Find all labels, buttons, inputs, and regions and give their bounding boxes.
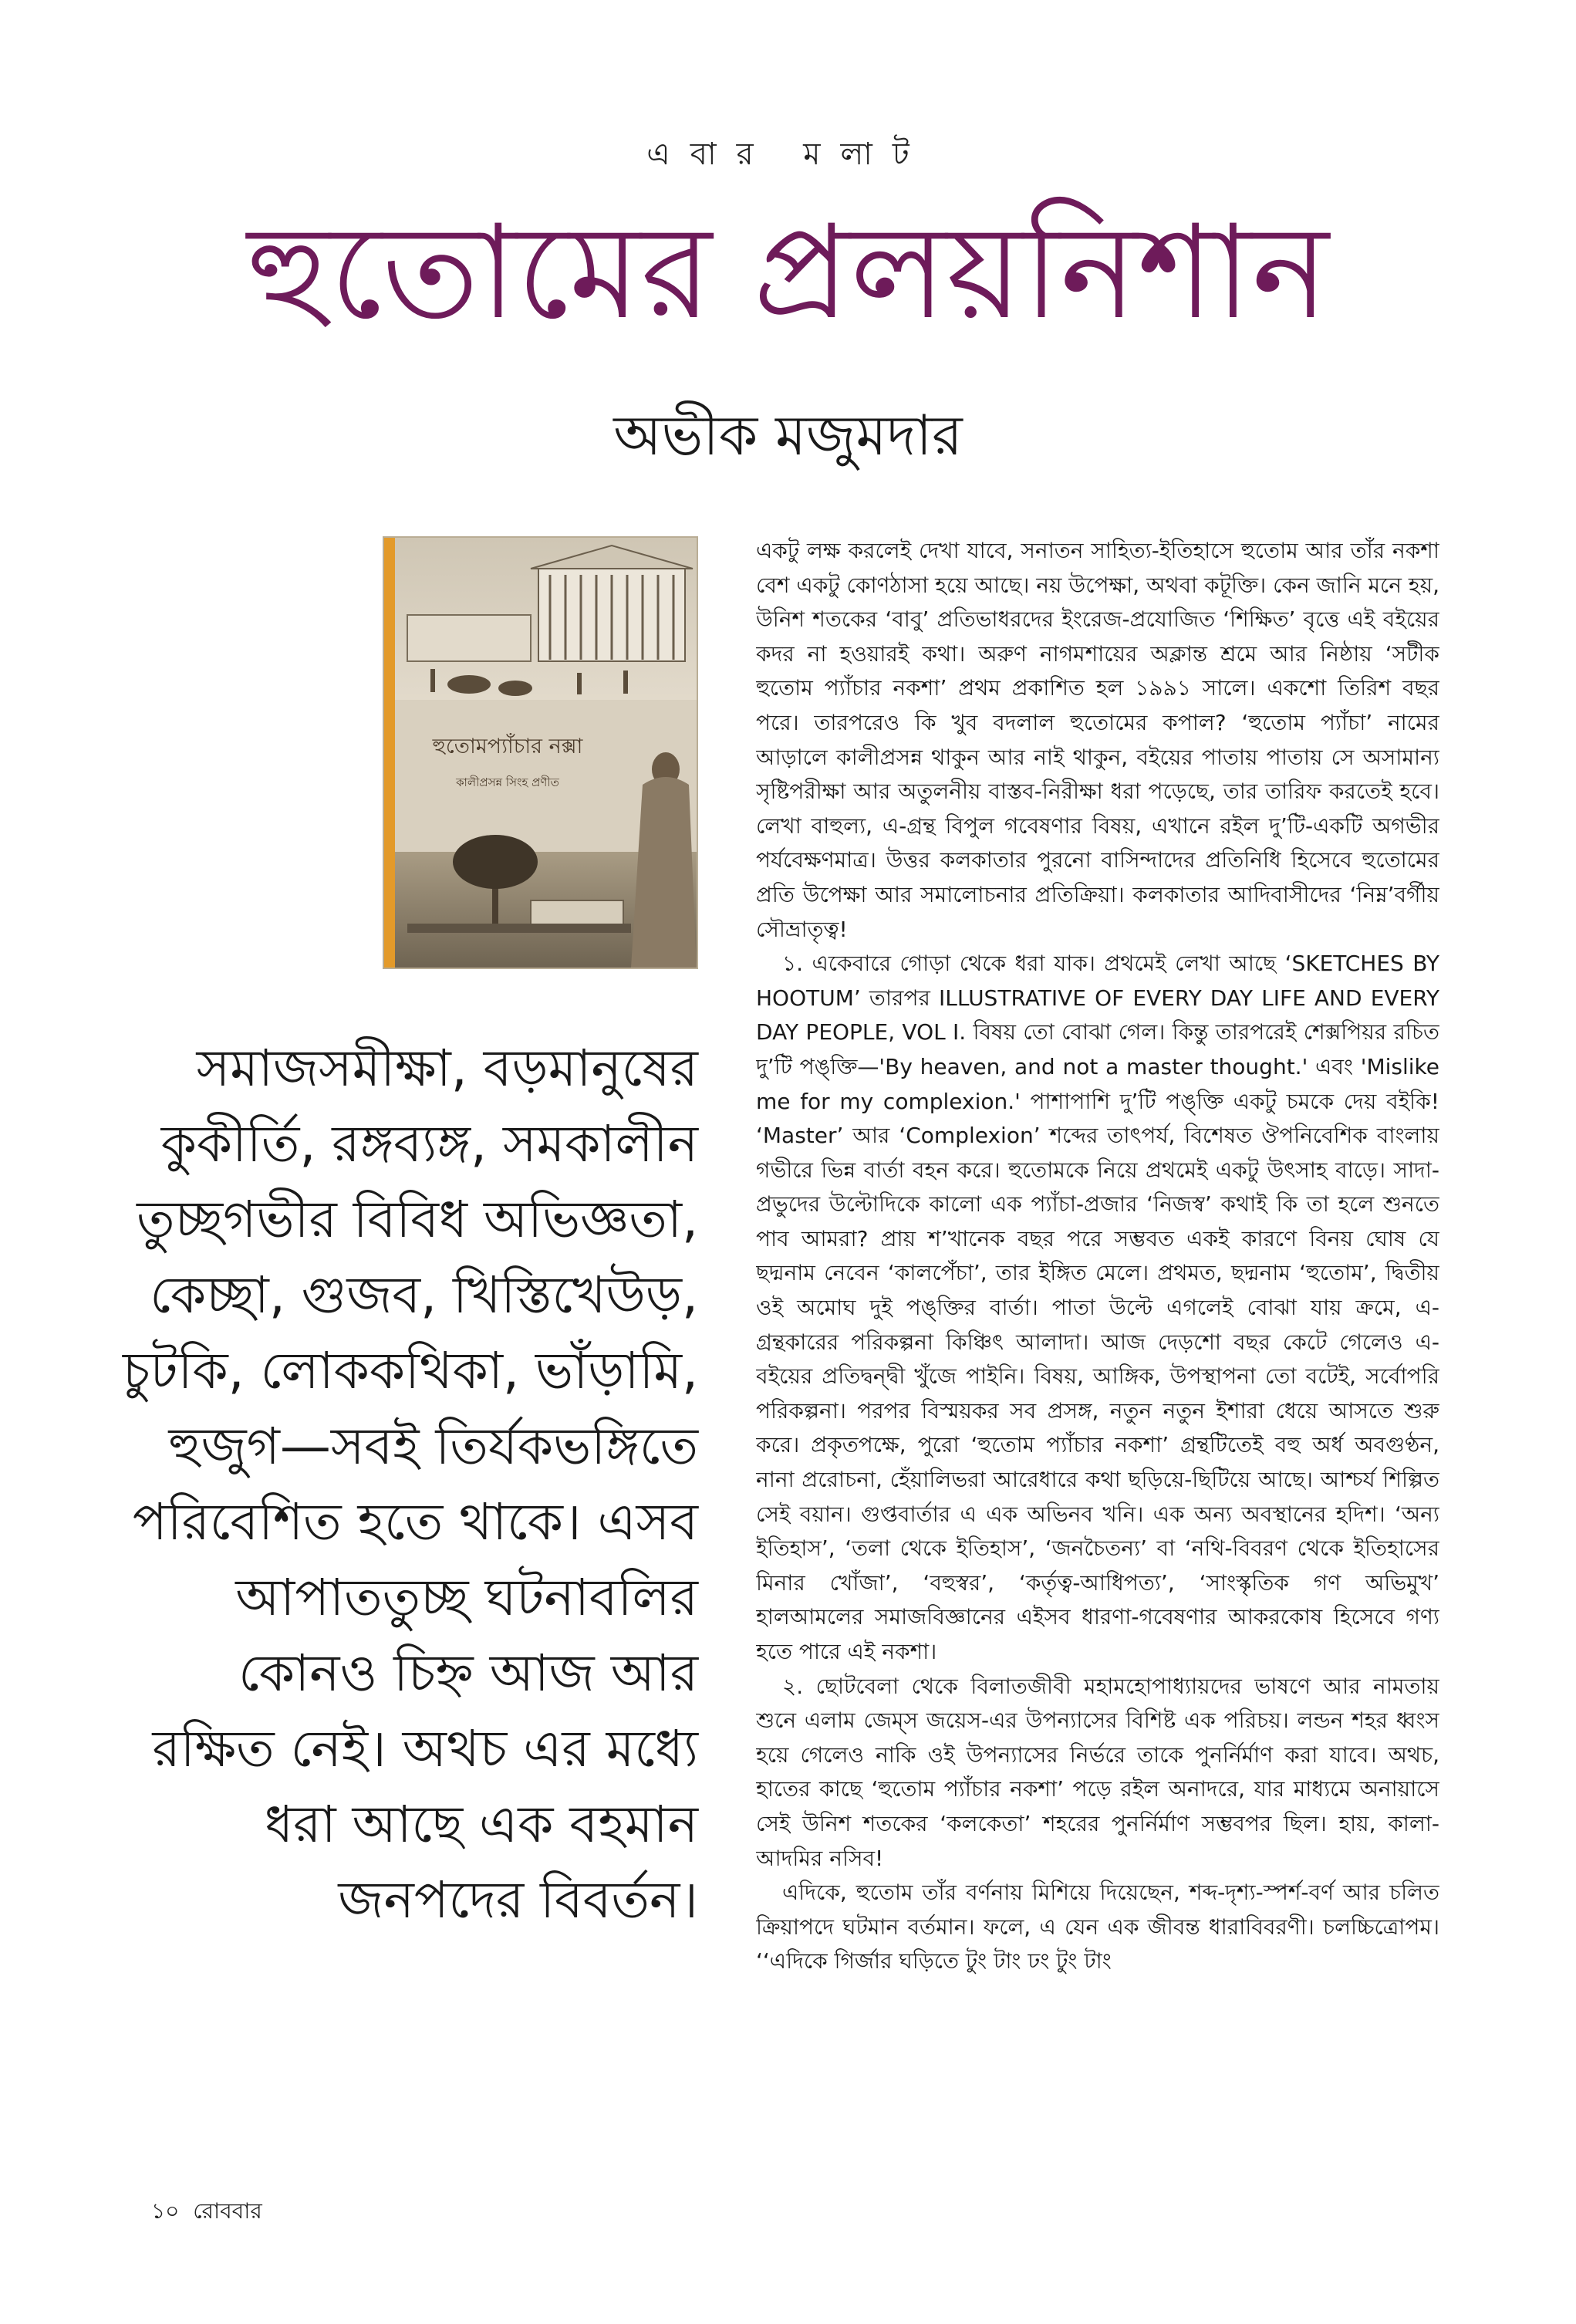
page-footer	[151, 2194, 262, 2231]
article-paragraph: ২. ছোটবেলা থেকে বিলাতজীবী মহামহোপাধ্যায়দের ভাষণে আর নামতায় শুনে এলাম জেম্‌স জয়েস-এর উপন্যাসের বিশিষ্ট এক পরিচয়। লন্ডন শহর ধ্বংস হয়ে গেলেও নাকি ওই উপন্যাসের নির্ভরে তাকে পুনর্নির্মাণ করা যাবে। অথচ, হাতের কাছে ‘হুতোম প্যাঁচার নকশা’ পড়ে রইল অনাদরে, যার মাধ্যমে অনায়াসে সেই উনিশ শতকের ‘কলকেতা’ শহরের পুনর্নির্মাণ সম্ভবপর ছিল। হায়, কালা-আদমির নসিব!	[756, 1673, 1439, 1871]
book-cover-image	[384, 538, 697, 968]
book-cover-title: হুতোমপ্যাঁচার নক্সা	[432, 735, 583, 758]
book-cover-author: কালীপ্রসন্ন সিংহ প্রণীত	[456, 775, 559, 789]
article-paragraph: এদিকে, হুতোম তাঁর বর্ণনায় মিশিয়ে দিয়েছেন, শব্দ-দৃশ্য-স্পর্শ-বর্ণ আর চলিত ক্রিয়াপদে ঘটমান বর্তমান। ফলে, এ যেন এক জীবন্ত ধারাবিবরণী। চলচ্চিত্রোপম। ‘‘এদিকে গির্জার ঘড়িতে টুং টাং ঢং টুং টাং	[756, 1880, 1439, 1974]
author-byline: অভীক মজুমদার	[613, 403, 963, 468]
page-number: ১০	[151, 2198, 180, 2224]
section-kicker: এবার মলাট	[646, 137, 930, 172]
article-paragraph: একটু লক্ষ করলেই দেখা যাবে, সনাতন সাহিত্য-ইতিহাসে হুতোম আর তাঁর নকশা বেশ একটু কোণঠাসা হয়ে আছে। নয় উপেক্ষা, অথবা কটূক্তি। কেন জানি মনে হয়, উনিশ শতকের ‘বাবু’ প্রতিভাধরদের ইংরেজ-প্রযোজিত ‘শিক্ষিত’ বৃত্তে এই বইয়ের কদর না হওয়ারই কথা। অরুণ নাগমশায়ের অক্লান্ত শ্রমে আর নিষ্ঠায় ‘সটীক হুতোম প্যাঁচার নকশা’ প্রথম প্রকাশিত হল ১৯৯১ সালে। একশো তিরিশ বছর পরে। তারপরেও কি খুব বদলাল হুতোমের কপাল? ‘হুতোম প্যাঁচা’ নামের আড়ালে কালীপ্রসন্ন থাকুন আর নাই থাকুন, বইয়ের পাতায় পাতায় সে অসামান্য সৃষ্টিপরীক্ষা আর অতুলনীয় বাস্তব-নিরীক্ষা ধরা পড়েছে, তার তারিফ করতেই হবে। লেখা বাহুল্য, এ-গ্রন্থ বিপুল গবেষণার বিষয়, এখানে রইল দু’টি-একটি অগভীর পর্যবেক্ষণমাত্র। উত্তর কলকাতার পুরনো বাসিন্দাদের প্রতিনিধি হিসেবে হুতোমের প্রতি উপেক্ষা আর সমালোচনার প্রতিক্রিয়া। কলকাতার আদিবাসীদের ‘নিম্ন’বর্গীয় সৌভ্রাতৃত্ব!	[756, 538, 1439, 942]
pull-quote: সমাজসমীক্ষা, বড়মানুষের কুকীর্তি, রঙ্গব্যঙ্গ, সমকালীন তুচ্ছগভীর বিবিধ অভিজ্ঞতা, কেচ্ছা, গুজব, খিস্তিখেউড়, চুটকি, লোককথিকা, ভাঁড়ামি, হুজুগ—সবই তির্যকভঙ্গিতে পরিবেশিত হতে থাকে। এসব আপাততুচ্ছ ঘটনাবলির কোনও চিহ্ন আজ আর রক্ষিত নেই। অথচ এর মধ্যে ধরা আছে এক বহমান জনপদের বিবর্তন।	[122, 1039, 698, 1930]
article-body	[756, 534, 1439, 2181]
publication-name: রোববার	[193, 2198, 262, 2224]
article-paragraph: ১. একেবারে গোড়া থেকে ধরা যাক। প্রথমেই লেখা আছে ‘SKETCHES BY HOOTUM’ তারপর ILLUSTRATIVE OF EVERY DAY LIFE AND EVERY DAY PEOPLE, VOL I. বিষয় তো বোঝা গেল। কিন্তু তারপরেই শেক্সপিয়র রচিত দু’টি পঙ্‌ক্তি—'By heaven, and not a master thought.' এবং 'Mislike me for my complexion.' পাশাপাশি দু’টি পঙ্‌ক্তি একটু চমকে দেয় বইকি! ‘Master’ আর ‘Complexion’ শব্দের তাৎপর্য, বিশেষত ঔপনিবেশিক বাংলায় গভীরে ভিন্ন বার্তা বহন করে। হুতোমকে নিয়ে প্রথমেই একটু উৎসাহ বাড়ে। সাদা-প্রভুদের উল্টোদিকে কালো এক প্যাঁচা-প্রজার ‘নিজস্ব’ কথাই কি তা হলে শুনতে পাব আমরা? প্রায় শ’খানেক বছর পরে সম্ভবত একই কারণে বিনয় ঘোষ যে ছদ্মনাম নেবেন ‘কালপেঁচা’, তার ইঙ্গিত মেলে। প্রথমত, ছদ্মনাম ‘হুতোম’, দ্বিতীয় ওই অমোঘ দুই পঙ্‌ক্তির বার্তা। পাতা উল্টে এগলেই বোঝা যায় ক্রমে, এ-গ্রন্থকারের পরিকল্পনা কিঞ্চিৎ আলাদা। আজ দেড়শো বছর কেটে গেলেও এ-বইয়ের প্রতিদ্বন্দ্বী খুঁজে পাইনি। বিষয়, আঙ্গিক, উপস্থাপনা তো বটেই, সর্বোপরি পরিকল্পনা। পরপর বিস্ময়কর সব প্রসঙ্গ, নতুন নতুন ইশারা ধেয়ে আসতে শুরু করে। প্রকৃতপক্ষে, পুরো ‘হুতোম প্যাঁচার নকশা’ গ্রন্থটিতেই বহু অর্ধ অবগুণ্ঠন, নানা প্ররোচনা, হেঁয়ালিভরা আরেধারে কথা ছড়িয়ে-ছিটিয়ে আছে। আশ্চর্য শিল্পিত সেই বয়ান। গুপ্তবার্তার এ এক অভিনব খনি। এক অন্য অবস্থানের হদিশ। ‘অন্য ইতিহাস’, ‘তলা থেকে ইতিহাস’, ‘জনচৈতন্য’ বা ‘নথি-বিবরণ থেকে ইতিহাসের মিনার খোঁজা’, ‘বহুস্বর’, ‘কর্তৃত্ব-আধিপত্য’, ‘সাংস্কৃতিক গণ অভিমুখ’ হালআমলের সমাজবিজ্ঞানের এইসব ধারণা-গবেষণার আকরকোষ হিসেবে গণ্য হতে পারে এই নকশা।	[756, 951, 1439, 1664]
article-title: হুতোমের প্রলয়নিশান	[247, 197, 1329, 348]
